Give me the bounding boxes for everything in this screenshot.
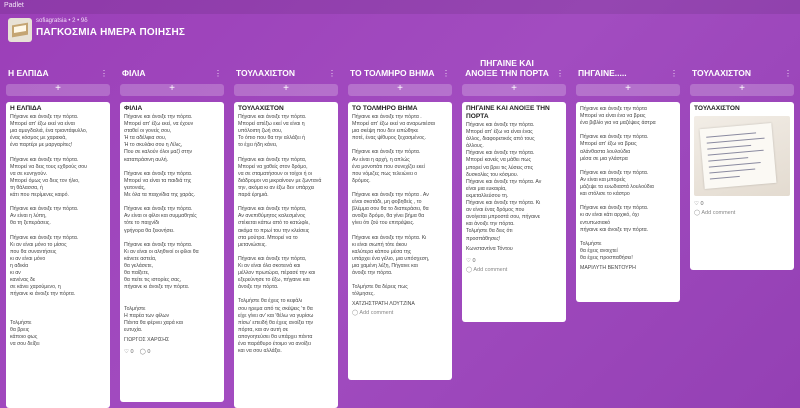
like-count: 0	[130, 348, 134, 355]
more-icon[interactable]: ⋮	[214, 69, 222, 78]
like-count: 0	[472, 257, 476, 264]
post-author: Κωνσταντίνα Τόντου	[466, 245, 513, 252]
post-title: ΤΟΥΛΑΧΙΣΤΟΝ	[238, 105, 284, 112]
plus-icon: +	[397, 83, 403, 94]
board-header	[8, 16, 408, 46]
comment-icon: ◯	[352, 310, 359, 317]
app-brand: Padlet	[4, 2, 24, 9]
like-count: 0	[700, 201, 704, 207]
more-icon[interactable]: ⋮	[100, 69, 108, 78]
post-body: Πήγαινε και άνοιξε την πόρτα. Μπορεί απέξω εκεί να είναι η υπόλοιπη ζωή σου, Το όπιο που θα την αλλάξει ή το έχει ήδη κάνει, Πήγαινε και άνοιξε την πόρτα, Μπορεί να χαθείς στον δρόμο, να σε σταματήσουν οι τοίχοι ή οι διάδρομοι να μικραίνουν με ζωντανά την, ακόμα κι αν έξω δεν υπάρχει παρά έρημιά. Πήγαινε και άνοιξε την πόρτα, Αν ανεπιθύμητος καλεσμένος στέκεται κάπω από το κατώφλι, ακόμα το πρωί του την κλείσεις στα μούτρα. Μπορεί να το μετανιώσεις. Πήγαινε και άνοιξε την πόρτα, Κι αν είναι όλα σκοτεινά και μέλλον πρωτώρα, πέρασέ την και εξερεύνησε το έξω, πήγαινε και άνοιξε την πόρτα. Τολμήστε θα έχεις το κεφάλι σου ηρεμα από τις σκέψεις 'τι θα είχε γίνει αν' και 'θέλω να γυρίσω πίσω' επειδή θα έχεις ανοίξει την πόρτα, και αν αυτή σε απογοητεύσει θα υπάρχει πάντα ένα παράθυρο έτοιμο να ανοίξει και να σου αλλάξει.	[238, 114, 322, 355]
handwriting-line	[706, 132, 756, 137]
top-bar	[0, 0, 800, 14]
post-author: ΧΑΤΖΗΣΤΡΑΤΗ ΛΟΥΤΖΙΝΑ	[352, 301, 415, 308]
column-header-3	[236, 54, 336, 86]
more-icon[interactable]: ⋮	[784, 69, 792, 78]
handwriting-line	[708, 150, 764, 156]
more-icon[interactable]: ⋮	[328, 69, 336, 78]
comment-icon: ◯	[694, 210, 701, 216]
add-post-button[interactable]	[234, 84, 338, 96]
add-comment-label: Add comment	[473, 266, 508, 273]
post-card[interactable]	[576, 102, 680, 302]
heart-icon[interactable]: ♡	[466, 257, 471, 264]
post-card[interactable]	[348, 102, 452, 380]
column-title: ΠΗΓΑΙΝΕ ΚΑΙ ΑΝΟΙΞΕ ΤΗΝ ΠΟΡΤΑ	[465, 58, 549, 78]
plus-icon: +	[55, 83, 61, 94]
post-card[interactable]	[234, 102, 338, 408]
add-comment-link[interactable]	[462, 267, 566, 276]
add-post-button[interactable]	[462, 84, 566, 96]
plus-icon: +	[169, 83, 175, 94]
paper-image	[700, 123, 777, 189]
plus-icon: +	[511, 83, 517, 94]
plus-icon: +	[283, 83, 289, 94]
post-card[interactable]	[462, 102, 566, 322]
handwritten-poem-image[interactable]	[694, 116, 790, 196]
handwriting-line	[708, 157, 748, 161]
add-comment-label: Add comment	[359, 310, 394, 317]
post-reactions	[462, 255, 566, 267]
plus-icon: +	[739, 83, 745, 94]
more-icon[interactable]: ⋮	[442, 69, 450, 78]
post-reactions	[120, 346, 224, 358]
add-comment-link[interactable]	[348, 310, 452, 319]
column-header-2	[122, 54, 222, 86]
post-author: ΓΙΩΡΓΟΣ ΧΑΡΙΣΗΣ	[124, 336, 170, 343]
column-header-6	[578, 54, 678, 86]
add-comment-label: Add comment	[701, 210, 736, 216]
column-title: ΤΟ ΤΟΛΜΗΡΟ ΒΗΜΑ	[350, 68, 435, 78]
more-icon[interactable]: ⋮	[670, 69, 678, 78]
post-body: Πήγαινε και άνοιξε την πόρτα Μπορεί να είναι ένα να βρεις ένα βιβλίο για να μαζέψεις άστρα Πήγαινε και άνοιξε την πόρτα. Μπορεί απ' έξω να βρεις αλάνθαστα λουλούδια μέσα σε μια γλάστρα Πήγαινε και άνοιξε την πόρτα. Αν είναι και μπορείς μάζεψε τα ευωδιαστά λουλούδια και στόλισε το κάστρο Πήγαινε και άνοιξε την πόρτα. κι αν είναι κάτι αρχικό, όχι εντυπωσιακό πήγαινε και άνοιξε την πόρτα. Τολμήστε θα έχεις ανοιχτεί θα έχεις προσπαθήσει!	[580, 106, 656, 261]
post-title: ΤΟΥΛΑΧΙΣΤΟΝ	[694, 105, 740, 112]
column-title: ΤΟΥΛΑΧΙΣΤΟΝ	[236, 68, 296, 78]
add-post-button[interactable]	[576, 84, 680, 96]
post-card[interactable]	[6, 102, 110, 408]
handwriting-line	[709, 169, 755, 174]
board-avatar[interactable]	[8, 18, 32, 42]
column-header-1	[8, 54, 108, 86]
comment-icon: ◯	[466, 266, 473, 273]
plus-icon: +	[625, 83, 631, 94]
post-title: Η ΕΛΠΙΔΑ	[10, 105, 42, 112]
column-title: Η ΕΛΠΙΔΑ	[8, 68, 49, 78]
heart-icon[interactable]: ♡	[124, 348, 129, 355]
heart-icon[interactable]: ♡	[694, 201, 699, 207]
post-title: ΤΟ ΤΟΛΜΗΡΟ ΒΗΜΑ	[352, 105, 418, 112]
column-title: ΤΟΥΛΑΧΙΣΤΟΝ	[692, 68, 752, 78]
post-author: ΜΑΡΙΛΥΤΗ ΒΕΝΤΟΥΡΗ	[580, 265, 636, 272]
post-card[interactable]	[120, 102, 224, 402]
comment-count: 0	[147, 348, 151, 355]
more-icon[interactable]: ⋮	[556, 69, 564, 78]
board-title: ΠΑΓΚΟΣΜΙΑ ΗΜΕΡΑ ΠΟΙΗΣΗΣ	[36, 27, 186, 38]
column-header-5	[464, 54, 564, 86]
add-post-button[interactable]	[348, 84, 452, 96]
column-title: ΦΙΛΙΑ	[122, 68, 146, 78]
add-post-button[interactable]	[6, 84, 110, 96]
column-header-7	[692, 54, 792, 86]
handwriting-line	[710, 176, 740, 180]
handwriting-line	[707, 145, 751, 150]
post-body: Πήγαινε και άνοιξε την πόρτα. Μπορεί απ' έξω εκεί, να έχουν σταθεί οι γονείς σου, Ή τα αδέλφια σου, Ή το σκυλάκι σου η Λίλις, Που σε καλούν όλοι μαζί στην καταπράσινη αυλή. Πήγαινε και άνοιξε την πόρτα. Μπορεί να είναι τα παιδιά της γειτονιάς, Με όλα τα παιχνίδια της χαράς. Πήγαινε και άνοιξε την πόρτα. Αν είναι οι φίλοι και συμμαθητές τότε το παιχνίδι γρήγορα θα ξεκινήσει. Πήγαινε και άνοιξε την πόρτα. Κι αν είναι οι αληθινοί οι φίλοι θα κάνετε αστεία, θα γελάσετε, θα παίξετε, θα πείτε τις ιστορίες σας, πήγαινε κι άνοιξε την πόρτα. Τολμήστε Η παρέα των φίλων Πάντα θα φέρνει χαρά και ευτυχία.	[124, 114, 199, 333]
board-meta: sofiagratsia • 2 • 9δ	[36, 18, 88, 24]
post-card[interactable]	[690, 102, 794, 270]
post-title: ΠΗΓΑΙΝΕ ΚΑΙ ΑΝΟΙΞΕ ΤΗΝ ΠΟΡΤΑ	[466, 105, 550, 120]
column-header-4	[350, 54, 450, 86]
handwriting-line	[707, 138, 765, 144]
column-title: ΠΗΓΑΙΝΕ.....	[578, 68, 627, 78]
post-title: ΦΙΛΙΑ	[124, 105, 143, 112]
add-post-button[interactable]	[120, 84, 224, 96]
handwriting-line	[709, 162, 761, 168]
post-body: Πήγαινε και άνοιξε την πόρτα. Μπορεί απ' έξω εκεί να είναι μια αμυγδαλιά, ένα τριαντάφυλλο, ένας κόσμος με χαρακιά, ένα παρτέρι με μαργαρίτες! Πήγαινε και άνοιξε την πόρτα. Μπορεί να δεις τους εχθρούς σου να σε κυνηγούν. Μπορεί όμως να δεις τον ήλιο, τη θάλασσα, ή κάτι που περίμενες καιρό. Πήγαινε και άνοιξε την πόρτα. Αν είναι η λύπη, θα τη ξεπεράσεις. Πήγαινε και άνοιξε την πόρτα. Κι αν είναι μόνο το μίσος που θα συναντήσεις κι αν είναι μόνο η αδικία κι αν κανένας δε σε κάνει χαρούμενο, η πήγαινε κι άνοιξε την πόρτα. Τολμήστε θα βρεις κάποιο φως να σου δείξει	[10, 114, 88, 347]
comment-icon[interactable]: ◯	[139, 348, 146, 355]
post-body: Πήγαινε και άνοιξε την πόρτα. Μπορεί απ' έξω να είναι ένας άλλος, διαφορετικός από τους άλλους. Πήγαινε και άνοιξε την πόρτα. Μπορεί κανείς να μάθει πως μπορεί να βρει τις λύσεις στις δυσκολίες του κόσμου. Πήγαινε και άνοιξε την πόρτα. Αν είναι μια ευκαιρία, εκμεταλλεύσου τη. Πήγαινε και άνοιξε την πόρτα. Κι αν είναι ένας δρόμος που ανοίγεται μπροστά σου, πήγαινε και άνοιξε την πόρτα. Τολμήστε θα δεις ότι προσπάθησες!	[466, 122, 542, 242]
add-post-button[interactable]	[690, 84, 794, 96]
add-comment-link[interactable]	[690, 210, 794, 219]
post-body: Πήγαινε και άνοιξε την πόρτα . Μπορεί απ' έξω εκεί να αναρωτιέσαι μια σκέψη που δεν ειπώθηκε ποτέ, ένας ψίθυρος ξεχασμένος. Πήγαινε και άνοιξε την πόρτα. Αν είναι η αρχή, η απλώς ένα μονοπάτι που συνεχίζει εκεί που νόμιζες πως τελειώνει ο δρόμος. Πήγαινε και άνοιξε την πόρτα . Αν είναι σκοτάδι, μη φοβηθείς , το βλέμμα σου θα το διαπεράσει, θα ανοίξει δρόμο, θα γίνει βήμα θα γίνει ότι ζού του επιτρέψεις. Πήγαινε και άνοιξε την πόρτα. Κι κι είναι σιωπή τότε άκου καλύτερα κάπου μέσα της υπάρχει ένα γέλιο, μια υπόσχεση, μια χαμένη λέξη, Πήγαινε και άνοιξε την πόρτα. Τολμήστε θα δέρεις πως τόλμησες.	[352, 114, 435, 298]
post-reactions	[690, 198, 794, 210]
